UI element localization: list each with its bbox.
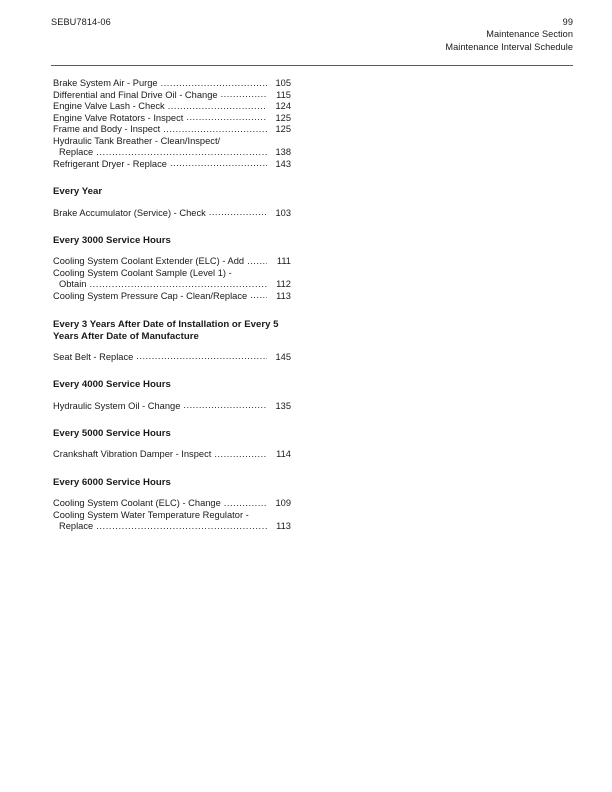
toc-entry-page-number: 114	[276, 449, 291, 460]
toc-entry-page-number: 145	[275, 351, 291, 362]
toc-entry[interactable]	[53, 159, 291, 171]
toc-entry[interactable]	[53, 510, 291, 533]
toc-entry-page-number: 115	[276, 89, 291, 100]
dot-leader	[214, 449, 267, 461]
section-heading: Every 3000 Service Hours	[53, 235, 171, 247]
toc-entry-page-number: 105	[275, 78, 291, 88]
header-right-block	[445, 16, 573, 53]
toc-entry-title-line2	[53, 147, 291, 159]
toc-entry-page-number: 111	[276, 256, 291, 267]
toc-entry-page-number: 124	[275, 101, 291, 112]
toc-entry-title: Brake System Air - Purge	[53, 78, 158, 88]
toc-entry-title: Brake Accumulator (Service) - Check	[53, 207, 206, 218]
toc-entry-list	[53, 78, 291, 170]
dot-leader	[163, 124, 267, 136]
toc-entry-title: Cooling System Coolant Extender (ELC) - Add	[53, 256, 245, 267]
dot-leader	[96, 521, 267, 533]
header-divider	[51, 65, 573, 66]
toc-entry-list	[53, 256, 291, 302]
toc-entry-title-line2	[53, 521, 291, 533]
toc-entry[interactable]	[53, 256, 291, 268]
toc-entry-title: Engine Valve Lash - Check	[53, 101, 165, 112]
toc-entry[interactable]	[53, 113, 291, 125]
dot-leader	[186, 112, 267, 124]
page-header	[51, 16, 573, 53]
toc-section	[53, 428, 291, 461]
toc-entry[interactable]	[53, 136, 291, 159]
toc-section	[53, 379, 291, 412]
toc-entry-title: Crankshaft Vibration Damper - Inspect	[53, 449, 212, 460]
toc-entry-list	[53, 352, 291, 364]
toc-entry-page-number: 125	[275, 112, 291, 123]
toc-entry-page-number: 103	[275, 207, 291, 218]
toc-entry[interactable]	[53, 268, 291, 291]
dot-leader	[168, 101, 267, 113]
toc-entry-page-number: 109	[275, 498, 291, 509]
toc-entry-title: Engine Valve Rotators - Inspect	[53, 112, 184, 123]
subsection-name: Maintenance Interval Schedule	[445, 41, 573, 52]
toc-entry-title: Frame and Body - Inspect	[53, 124, 161, 135]
toc-entry-title-continuation: Obtain	[59, 279, 87, 290]
toc-entry[interactable]	[53, 124, 291, 136]
section-heading: Every 5000 Service Hours	[53, 428, 171, 440]
dot-leader	[247, 256, 267, 268]
dot-leader	[250, 290, 267, 302]
dot-leader	[209, 207, 267, 219]
page-number: 99	[562, 17, 573, 27]
toc-entry[interactable]	[53, 401, 291, 413]
toc-section	[53, 477, 291, 533]
toc-entry-title-line1: Cooling System Coolant Sample (Level 1) -	[53, 267, 232, 278]
section-heading: Every 4000 Service Hours	[53, 379, 171, 391]
toc-entry-title: Differential and Final Drive Oil - Change	[53, 89, 218, 100]
toc-entry-list	[53, 449, 291, 461]
toc-entry-title-continuation: Replace	[59, 147, 94, 158]
dot-leader	[161, 78, 267, 90]
toc-entry-title-line1: Cooling System Water Temperature Regulator -	[53, 509, 249, 520]
toc-entry-list	[53, 401, 291, 413]
toc-entry[interactable]	[53, 498, 291, 510]
toc-entry-page-number: 113	[276, 290, 291, 301]
dot-leader	[136, 351, 267, 363]
toc-entry-title-line2	[53, 279, 291, 291]
toc-entry-page-number: 135	[275, 400, 291, 411]
toc-entry-list	[53, 498, 291, 533]
toc-entry-title: Hydraulic System Oil - Change	[53, 400, 181, 411]
toc-entry[interactable]	[53, 208, 291, 220]
dot-leader	[224, 498, 267, 510]
dot-leader	[89, 279, 267, 291]
dot-leader	[221, 89, 267, 101]
toc-column	[53, 78, 291, 533]
toc-entry-page-number: 138	[275, 147, 291, 158]
dot-leader	[170, 158, 267, 170]
section-heading: Every 3 Years After Date of Installation or Every 5 Years After Date of Manufacture	[53, 318, 279, 342]
toc-section	[53, 186, 291, 219]
section-heading: Every Year	[53, 186, 103, 198]
toc-entry-list	[53, 208, 291, 220]
toc-entry[interactable]	[53, 78, 291, 90]
dot-leader	[183, 400, 267, 412]
toc-section	[53, 319, 291, 364]
toc-entry-page-number: 112	[276, 279, 291, 290]
toc-entry-title-line1: Hydraulic Tank Breather - Clean/Inspect/	[53, 135, 221, 146]
toc-section	[53, 235, 291, 302]
toc-entry[interactable]	[53, 352, 291, 364]
toc-entry-page-number: 143	[275, 158, 291, 169]
toc-entry-title-continuation: Replace	[59, 521, 94, 532]
section-heading: Every 6000 Service Hours	[53, 476, 171, 488]
toc-entry[interactable]	[53, 90, 291, 102]
toc-entry-page-number: 113	[276, 521, 291, 532]
toc-entry-title: Cooling System Coolant (ELC) - Change	[53, 498, 221, 509]
toc-entry[interactable]	[53, 101, 291, 113]
toc-entry-page-number: 125	[275, 124, 291, 135]
toc-entry-title: Seat Belt - Replace	[53, 351, 134, 362]
document-id: SEBU7814-06	[51, 17, 111, 27]
toc-section	[53, 78, 291, 170]
toc-entry[interactable]	[53, 449, 291, 461]
section-name: Maintenance Section	[486, 29, 573, 40]
toc-entry-title: Refrigerant Dryer - Replace	[53, 158, 167, 169]
toc-entry[interactable]	[53, 291, 291, 303]
dot-leader	[96, 147, 267, 159]
toc-entry-title: Cooling System Pressure Cap - Clean/Replace	[53, 290, 248, 301]
